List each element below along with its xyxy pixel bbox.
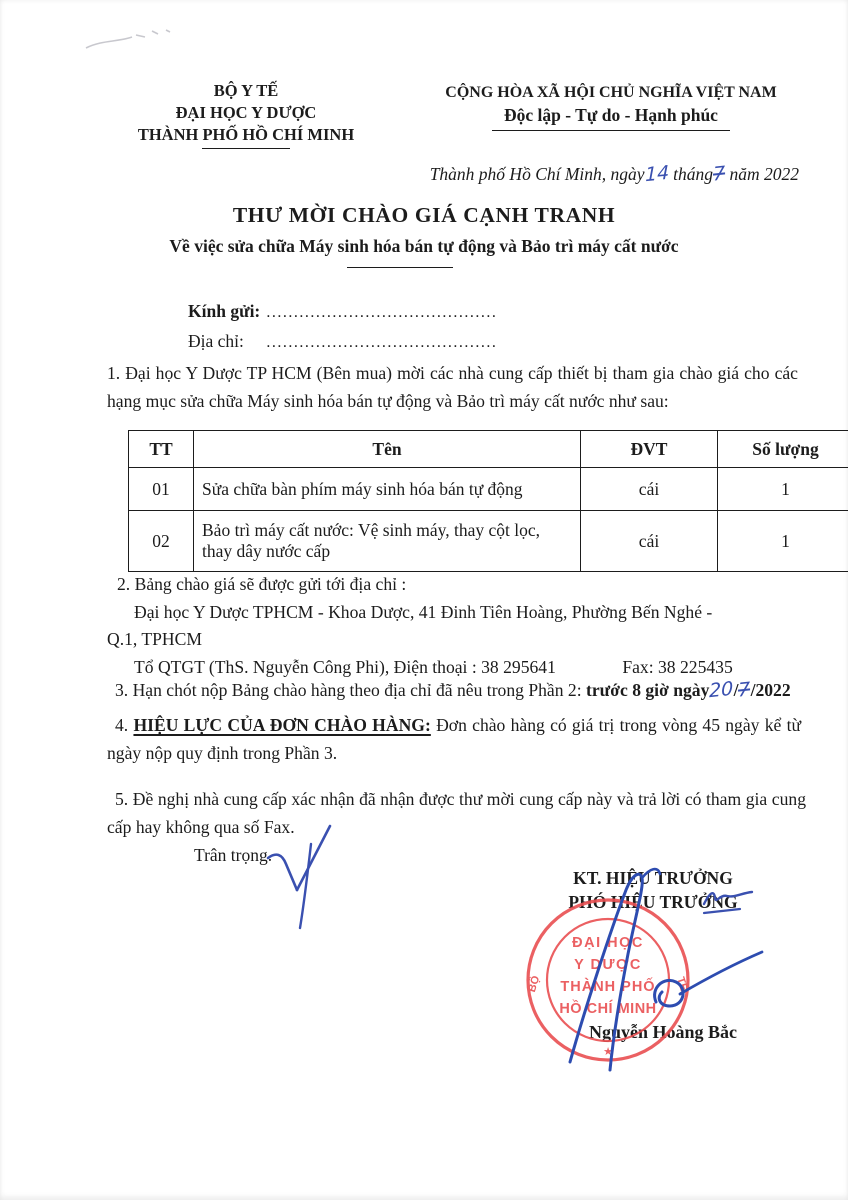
section-2-line3: Q.1, TPHCM <box>107 629 202 649</box>
deadline-bold: trước 8 giờ ngày <box>586 680 710 700</box>
header-qty: Số lượng <box>718 431 848 468</box>
contact-fax: Fax: 38 225435 <box>622 656 733 677</box>
cell-ten: Sửa chữa bàn phím máy sinh hóa bán tự động <box>194 468 581 511</box>
stamp-text-line1: ĐẠI HỌC <box>572 935 644 951</box>
cell-tt: 02 <box>129 511 194 572</box>
dateline-prefix: Thành phố Hồ Chí Minh, ngày <box>429 164 645 184</box>
header-dvt: ĐVT <box>581 431 718 468</box>
deadline-year: /2022 <box>750 680 791 700</box>
national-motto: Độc lập - Tự do - Hạnh phúc <box>504 105 718 125</box>
header-ten: Tên <box>194 431 581 468</box>
org-underline <box>202 148 290 149</box>
org-city: THÀNH PHỐ HỒ CHÍ MINH <box>137 125 355 144</box>
deadline-slash: / <box>733 680 739 700</box>
section-3-text: 3. Hạn chót nộp Bảng chào hàng theo địa chỉ đã nêu trong Phần 2: <box>115 680 587 700</box>
stamp-ring-right: TẾ <box>673 975 690 993</box>
section-5-text: 5. Đề nghị nhà cung cấp xác nhận đã nhận được thư mời cung cấp này và trả lời có tham gia cung cấp hay không qua số Fax. <box>107 789 806 837</box>
address-dotted-line: .......................................... <box>266 334 498 351</box>
stamp-text-line4: HỒ CHÍ MINH <box>559 1001 657 1017</box>
handwritten-tick-mark <box>264 818 354 933</box>
table-row <box>129 468 848 511</box>
signature-title-line2: PHÓ HIỆU TRƯỞNG <box>568 892 738 912</box>
cell-dvt: cái <box>581 511 718 572</box>
table-row <box>129 511 848 572</box>
recipient-label: Kính gửi: <box>188 301 261 321</box>
signer-name: Nguyễn Hoàng Bắc <box>588 1022 738 1042</box>
subtitle-underline <box>347 267 453 268</box>
address-label: Địa chỉ: <box>188 331 244 351</box>
issuing-org-block <box>116 80 376 149</box>
national-motto-block <box>424 82 798 131</box>
section-2 <box>107 571 805 681</box>
stamp-star: ★ <box>603 1045 613 1058</box>
cell-ten: Bảo trì máy cất nước: Vệ sinh máy, thay cột lọc, thay dây nước cấp <box>194 511 581 572</box>
section-4 <box>107 712 801 767</box>
cell-qty: 1 <box>718 468 848 511</box>
section-3 <box>107 677 827 705</box>
table-header-row <box>129 431 848 468</box>
document-title: THƯ MỜI CHÀO GIÁ CẠNH TRANH <box>232 203 616 227</box>
dateline-mid: tháng <box>673 164 714 184</box>
motto-underline <box>492 130 730 131</box>
dateline-suffix: năm 2022 <box>729 164 799 184</box>
stamp-text-line2: Y DƯỢC <box>574 957 642 973</box>
recipient-row <box>188 297 497 327</box>
section-2-line2: Đại học Y Dược TPHCM - Khoa Dược, 41 Đinh Tiên Hoàng, Phường Bến Nghé - <box>134 601 713 622</box>
stamp-text-line3: THÀNH PHỐ <box>560 979 656 995</box>
items-table <box>128 430 848 572</box>
cell-qty: 1 <box>718 511 848 572</box>
section-4-text: Đơn chào hàng có giá trị trong vòng 45 ngày kể từ ngày nộp quy định trong Phần 3. <box>107 715 802 763</box>
org-ministry: BỘ Y TẾ <box>213 81 279 100</box>
address-row <box>188 327 497 357</box>
recipient-block <box>188 297 497 357</box>
cell-dvt: cái <box>581 468 718 511</box>
handwritten-day: 14 <box>644 161 669 187</box>
section-1-paragraph: 1. Đại học Y Dược TP HCM (Bên mua) mời các nhà cung cấp thiết bị tham gia chào giá cho các hạng mục sửa chữa Máy sinh hóa bán tự động và Bảo trì máy cất nước như sau: <box>107 363 798 411</box>
section-2-line1: 2. Bảng chào giá sẽ được gửi tới địa chỉ : <box>117 574 407 594</box>
section-4-heading: HIỆU LỰC CỦA ĐƠN CHÀO HÀNG: <box>133 715 431 735</box>
handwritten-deadline-day: 20 <box>709 677 734 703</box>
contact-phone: Tổ QTGT (ThS. Nguyễn Công Phi), Điện thoại : 38 295641 <box>134 656 556 677</box>
section-4-number: 4. <box>115 715 134 735</box>
stamp-ring-left: BỘ <box>525 974 543 994</box>
header-tt: TT <box>129 431 194 468</box>
closing-phrase: Trân trọng. <box>194 845 273 865</box>
section-5 <box>107 786 806 841</box>
handwritten-month: 7 <box>713 162 726 186</box>
dateline <box>0 161 799 187</box>
signature-title-line1: KT. HIỆU TRƯỞNG <box>573 868 733 888</box>
cell-tt: 01 <box>129 468 194 511</box>
pencil-mark <box>78 18 188 58</box>
handwritten-signature <box>518 862 778 1077</box>
document-subtitle: Về việc sửa chữa Máy sinh hóa bán tự động và Bảo trì máy cất nước <box>169 236 679 256</box>
national-title: CỘNG HÒA XÃ HỘI CHỦ NGHĨA VIỆT NAM <box>445 84 777 101</box>
org-university: ĐẠI HỌC Y DƯỢC <box>175 103 317 122</box>
recipient-dotted-line: .......................................... <box>266 304 498 321</box>
handwritten-deadline-month: 7 <box>738 678 751 702</box>
